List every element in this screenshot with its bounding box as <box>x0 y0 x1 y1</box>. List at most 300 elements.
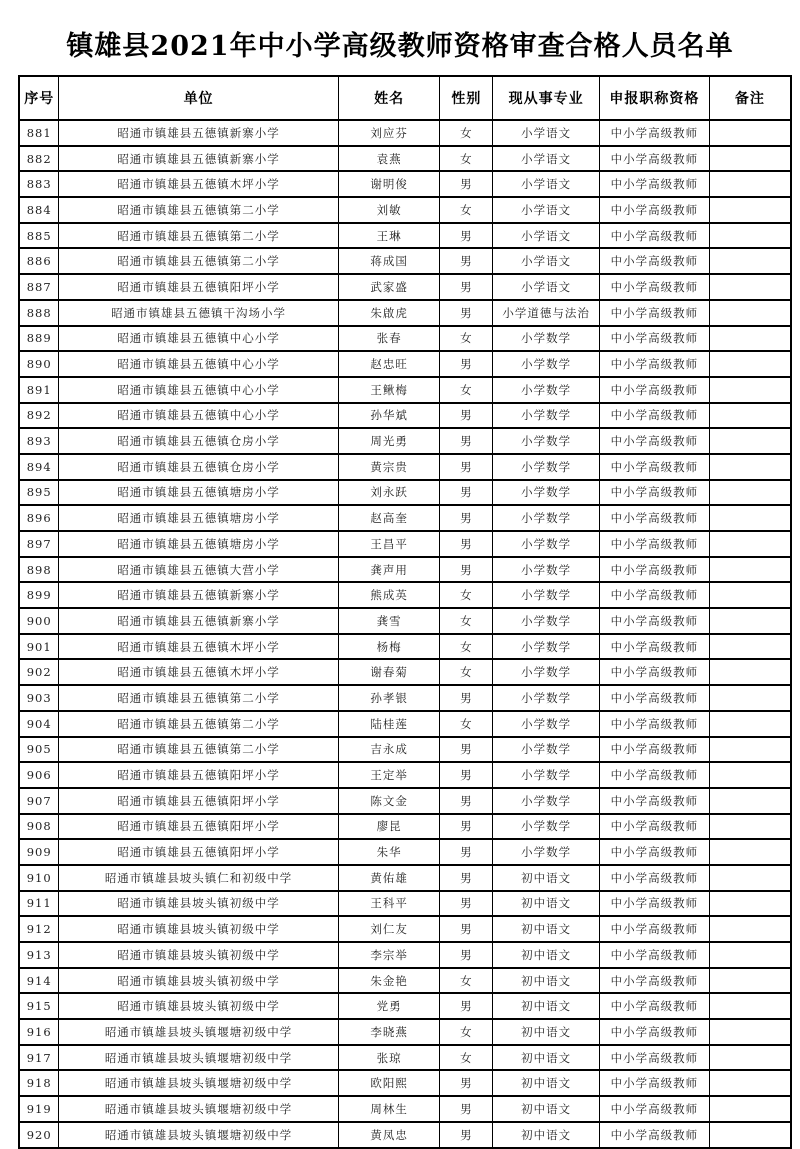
cell-name: 龚雪 <box>338 608 440 634</box>
cell-qualification: 中小学高级教师 <box>600 814 710 840</box>
cell-name: 王琳 <box>338 223 440 249</box>
cell-serial-number: 891 <box>19 377 59 403</box>
cell-name: 张春 <box>338 326 440 352</box>
cell-unit: 昭通市镇雄县五德镇木坪小学 <box>59 659 338 685</box>
cell-note <box>709 814 791 840</box>
table-row <box>19 582 791 608</box>
cell-gender: 男 <box>440 685 493 711</box>
cell-unit: 昭通市镇雄县五德镇塘房小学 <box>59 531 338 557</box>
table-row <box>19 557 791 583</box>
cell-qualification: 中小学高级教师 <box>600 377 710 403</box>
cell-name: 刘仁友 <box>338 916 440 942</box>
cell-note <box>709 711 791 737</box>
cell-qualification: 中小学高级教师 <box>600 223 710 249</box>
cell-name: 李晓燕 <box>338 1019 440 1045</box>
cell-unit: 昭通市镇雄县五德镇仓房小学 <box>59 428 338 454</box>
cell-major: 初中语文 <box>493 1122 600 1148</box>
table-body <box>19 120 791 1148</box>
cell-name: 欧阳熙 <box>338 1070 440 1096</box>
cell-qualification: 中小学高级教师 <box>600 274 710 300</box>
cell-unit: 昭通市镇雄县五德镇塘房小学 <box>59 505 338 531</box>
cell-name: 陆桂莲 <box>338 711 440 737</box>
cell-name: 朱啟虎 <box>338 300 440 326</box>
table-row <box>19 865 791 891</box>
cell-qualification: 中小学高级教师 <box>600 608 710 634</box>
cell-major: 小学语文 <box>493 171 600 197</box>
cell-gender: 男 <box>440 480 493 506</box>
header-row <box>19 76 791 120</box>
cell-note <box>709 171 791 197</box>
cell-unit: 昭通市镇雄县五德镇第二小学 <box>59 223 338 249</box>
cell-gender: 女 <box>440 659 493 685</box>
cell-gender: 男 <box>440 1096 493 1122</box>
cell-major: 小学数学 <box>493 480 600 506</box>
cell-serial-number: 895 <box>19 480 59 506</box>
cell-major: 小学数学 <box>493 685 600 711</box>
cell-gender: 女 <box>440 146 493 172</box>
table-row <box>19 531 791 557</box>
cell-gender: 男 <box>440 274 493 300</box>
cell-unit: 昭通市镇雄县五德镇中心小学 <box>59 351 338 377</box>
cell-serial-number: 900 <box>19 608 59 634</box>
cell-serial-number: 896 <box>19 505 59 531</box>
cell-name: 黄佑雄 <box>338 865 440 891</box>
cell-serial-number: 916 <box>19 1019 59 1045</box>
cell-serial-number: 889 <box>19 326 59 352</box>
cell-note <box>709 1122 791 1148</box>
table-row <box>19 839 791 865</box>
cell-major: 小学语文 <box>493 197 600 223</box>
cell-serial-number: 899 <box>19 582 59 608</box>
cell-unit: 昭通市镇雄县坡头镇初级中学 <box>59 942 338 968</box>
table-row <box>19 968 791 994</box>
cell-name: 王昌平 <box>338 531 440 557</box>
cell-serial-number: 893 <box>19 428 59 454</box>
cell-major: 小学数学 <box>493 428 600 454</box>
cell-major: 小学数学 <box>493 326 600 352</box>
cell-note <box>709 326 791 352</box>
cell-note <box>709 197 791 223</box>
cell-name: 周林生 <box>338 1096 440 1122</box>
table-row <box>19 1019 791 1045</box>
cell-name: 刘永跃 <box>338 480 440 506</box>
cell-name: 陈文金 <box>338 788 440 814</box>
cell-qualification: 中小学高级教师 <box>600 993 710 1019</box>
cell-major: 小学数学 <box>493 557 600 583</box>
table-row <box>19 737 791 763</box>
cell-note <box>709 685 791 711</box>
cell-major: 小学数学 <box>493 814 600 840</box>
cell-gender: 男 <box>440 916 493 942</box>
cell-qualification: 中小学高级教师 <box>600 762 710 788</box>
column-header-note: 备注 <box>709 76 791 120</box>
table-row <box>19 223 791 249</box>
cell-note <box>709 1070 791 1096</box>
cell-name: 龚声用 <box>338 557 440 583</box>
cell-gender: 女 <box>440 634 493 660</box>
cell-major: 小学数学 <box>493 454 600 480</box>
cell-note <box>709 454 791 480</box>
cell-unit: 昭通市镇雄县五德镇第二小学 <box>59 197 338 223</box>
table-row <box>19 1070 791 1096</box>
cell-qualification: 中小学高级教师 <box>600 582 710 608</box>
cell-major: 小学语文 <box>493 248 600 274</box>
cell-major: 小学数学 <box>493 531 600 557</box>
table-row <box>19 814 791 840</box>
cell-unit: 昭通市镇雄县五德镇塘房小学 <box>59 480 338 506</box>
cell-serial-number: 911 <box>19 891 59 917</box>
cell-gender: 男 <box>440 788 493 814</box>
cell-name: 王鳅梅 <box>338 377 440 403</box>
cell-qualification: 中小学高级教师 <box>600 968 710 994</box>
cell-qualification: 中小学高级教师 <box>600 1070 710 1096</box>
cell-qualification: 中小学高级教师 <box>600 916 710 942</box>
cell-major: 小学数学 <box>493 737 600 763</box>
cell-qualification: 中小学高级教师 <box>600 531 710 557</box>
cell-name: 廖昆 <box>338 814 440 840</box>
cell-gender: 男 <box>440 1070 493 1096</box>
cell-serial-number: 915 <box>19 993 59 1019</box>
cell-serial-number: 909 <box>19 839 59 865</box>
cell-name: 刘敏 <box>338 197 440 223</box>
cell-major: 小学语文 <box>493 146 600 172</box>
cell-qualification: 中小学高级教师 <box>600 480 710 506</box>
table-row <box>19 300 791 326</box>
cell-note <box>709 223 791 249</box>
cell-name: 袁燕 <box>338 146 440 172</box>
cell-note <box>709 480 791 506</box>
cell-unit: 昭通市镇雄县五德镇阳坪小学 <box>59 762 338 788</box>
cell-serial-number: 919 <box>19 1096 59 1122</box>
cell-major: 小学数学 <box>493 659 600 685</box>
cell-gender: 男 <box>440 171 493 197</box>
cell-gender: 女 <box>440 326 493 352</box>
cell-unit: 昭通市镇雄县五德镇阳坪小学 <box>59 814 338 840</box>
cell-major: 小学道德与法治 <box>493 300 600 326</box>
cell-name: 赵高奎 <box>338 505 440 531</box>
cell-qualification: 中小学高级教师 <box>600 839 710 865</box>
cell-note <box>709 891 791 917</box>
roster-table <box>18 75 792 1149</box>
cell-unit: 昭通市镇雄县坡头镇堰塘初级中学 <box>59 1045 338 1071</box>
cell-unit: 昭通市镇雄县五德镇中心小学 <box>59 377 338 403</box>
cell-qualification: 中小学高级教师 <box>600 428 710 454</box>
cell-serial-number: 894 <box>19 454 59 480</box>
table-row <box>19 274 791 300</box>
table-row <box>19 171 791 197</box>
cell-serial-number: 892 <box>19 403 59 429</box>
cell-qualification: 中小学高级教师 <box>600 197 710 223</box>
cell-note <box>709 942 791 968</box>
cell-qualification: 中小学高级教师 <box>600 1019 710 1045</box>
cell-major: 小学数学 <box>493 505 600 531</box>
cell-name: 熊成英 <box>338 582 440 608</box>
cell-unit: 昭通市镇雄县五德镇大营小学 <box>59 557 338 583</box>
cell-unit: 昭通市镇雄县坡头镇堰塘初级中学 <box>59 1122 338 1148</box>
table-row <box>19 120 791 146</box>
cell-major: 小学数学 <box>493 839 600 865</box>
cell-note <box>709 531 791 557</box>
table-row <box>19 1122 791 1148</box>
cell-gender: 男 <box>440 1122 493 1148</box>
cell-gender: 男 <box>440 557 493 583</box>
cell-gender: 男 <box>440 248 493 274</box>
cell-serial-number: 882 <box>19 146 59 172</box>
cell-serial-number: 914 <box>19 968 59 994</box>
table-row <box>19 428 791 454</box>
cell-note <box>709 634 791 660</box>
table-row <box>19 505 791 531</box>
cell-major: 初中语文 <box>493 968 600 994</box>
cell-unit: 昭通市镇雄县坡头镇仁和初级中学 <box>59 865 338 891</box>
cell-note <box>709 659 791 685</box>
cell-gender: 女 <box>440 120 493 146</box>
cell-serial-number: 898 <box>19 557 59 583</box>
cell-name: 杨梅 <box>338 634 440 660</box>
cell-note <box>709 274 791 300</box>
cell-serial-number: 888 <box>19 300 59 326</box>
column-header-unit: 单位 <box>59 76 338 120</box>
table-row <box>19 659 791 685</box>
cell-note <box>709 737 791 763</box>
cell-unit: 昭通市镇雄县坡头镇堰塘初级中学 <box>59 1019 338 1045</box>
cell-qualification: 中小学高级教师 <box>600 171 710 197</box>
cell-unit: 昭通市镇雄县五德镇阳坪小学 <box>59 788 338 814</box>
cell-qualification: 中小学高级教师 <box>600 865 710 891</box>
table-row <box>19 351 791 377</box>
cell-note <box>709 248 791 274</box>
cell-gender: 女 <box>440 582 493 608</box>
cell-unit: 昭通市镇雄县坡头镇初级中学 <box>59 916 338 942</box>
cell-qualification: 中小学高级教师 <box>600 634 710 660</box>
cell-unit: 昭通市镇雄县五德镇仓房小学 <box>59 454 338 480</box>
cell-gender: 男 <box>440 865 493 891</box>
cell-gender: 女 <box>440 711 493 737</box>
cell-name: 赵忠旺 <box>338 351 440 377</box>
cell-unit: 昭通市镇雄县五德镇阳坪小学 <box>59 839 338 865</box>
cell-major: 初中语文 <box>493 1045 600 1071</box>
cell-serial-number: 881 <box>19 120 59 146</box>
cell-note <box>709 582 791 608</box>
cell-unit: 昭通市镇雄县五德镇新寨小学 <box>59 608 338 634</box>
cell-qualification: 中小学高级教师 <box>600 505 710 531</box>
cell-unit: 昭通市镇雄县五德镇木坪小学 <box>59 634 338 660</box>
cell-qualification: 中小学高级教师 <box>600 351 710 377</box>
cell-name: 黄宗贵 <box>338 454 440 480</box>
cell-unit: 昭通市镇雄县五德镇阳坪小学 <box>59 274 338 300</box>
table-row <box>19 248 791 274</box>
cell-note <box>709 146 791 172</box>
cell-qualification: 中小学高级教师 <box>600 659 710 685</box>
cell-serial-number: 917 <box>19 1045 59 1071</box>
cell-note <box>709 993 791 1019</box>
cell-unit: 昭通市镇雄县五德镇第二小学 <box>59 248 338 274</box>
cell-note <box>709 1019 791 1045</box>
table-row <box>19 916 791 942</box>
cell-major: 初中语文 <box>493 993 600 1019</box>
cell-major: 小学数学 <box>493 788 600 814</box>
cell-name: 谢春菊 <box>338 659 440 685</box>
table-row <box>19 1096 791 1122</box>
cell-gender: 女 <box>440 377 493 403</box>
page-title: 镇雄县2021年中小学高级教师资格审查合格人员名单 <box>66 31 734 62</box>
cell-gender: 男 <box>440 839 493 865</box>
cell-name: 谢明俊 <box>338 171 440 197</box>
cell-gender: 男 <box>440 814 493 840</box>
cell-serial-number: 890 <box>19 351 59 377</box>
cell-major: 小学数学 <box>493 377 600 403</box>
table-row <box>19 711 791 737</box>
cell-unit: 昭通市镇雄县坡头镇初级中学 <box>59 891 338 917</box>
cell-name: 党勇 <box>338 993 440 1019</box>
cell-name: 周光勇 <box>338 428 440 454</box>
cell-serial-number: 901 <box>19 634 59 660</box>
cell-major: 小学数学 <box>493 711 600 737</box>
table-row <box>19 942 791 968</box>
table-row <box>19 403 791 429</box>
cell-serial-number: 887 <box>19 274 59 300</box>
cell-note <box>709 916 791 942</box>
table-row <box>19 788 791 814</box>
cell-qualification: 中小学高级教师 <box>600 1122 710 1148</box>
table-row <box>19 891 791 917</box>
cell-note <box>709 377 791 403</box>
cell-serial-number: 884 <box>19 197 59 223</box>
table-row <box>19 608 791 634</box>
cell-qualification: 中小学高级教师 <box>600 300 710 326</box>
cell-serial-number: 910 <box>19 865 59 891</box>
table-row <box>19 377 791 403</box>
cell-name: 孙孝银 <box>338 685 440 711</box>
cell-major: 小学数学 <box>493 608 600 634</box>
cell-unit: 昭通市镇雄县五德镇第二小学 <box>59 737 338 763</box>
table-row <box>19 685 791 711</box>
cell-serial-number: 897 <box>19 531 59 557</box>
cell-serial-number: 906 <box>19 762 59 788</box>
cell-gender: 女 <box>440 608 493 634</box>
cell-gender: 男 <box>440 403 493 429</box>
cell-name: 黄凤忠 <box>338 1122 440 1148</box>
cell-gender: 男 <box>440 454 493 480</box>
cell-serial-number: 903 <box>19 685 59 711</box>
cell-qualification: 中小学高级教师 <box>600 891 710 917</box>
cell-serial-number: 912 <box>19 916 59 942</box>
cell-unit: 昭通市镇雄县五德镇新寨小学 <box>59 582 338 608</box>
column-header-no: 序号 <box>19 76 59 120</box>
cell-note <box>709 1096 791 1122</box>
cell-qualification: 中小学高级教师 <box>600 711 710 737</box>
cell-serial-number: 904 <box>19 711 59 737</box>
column-header-name: 姓名 <box>338 76 440 120</box>
cell-unit: 昭通市镇雄县五德镇新寨小学 <box>59 120 338 146</box>
cell-gender: 男 <box>440 223 493 249</box>
cell-major: 初中语文 <box>493 865 600 891</box>
cell-major: 小学数学 <box>493 582 600 608</box>
cell-major: 初中语文 <box>493 916 600 942</box>
table-row <box>19 326 791 352</box>
cell-name: 吉永成 <box>338 737 440 763</box>
cell-serial-number: 883 <box>19 171 59 197</box>
table-row <box>19 146 791 172</box>
cell-major: 小学语文 <box>493 120 600 146</box>
cell-major: 小学数学 <box>493 762 600 788</box>
cell-serial-number: 902 <box>19 659 59 685</box>
cell-name: 张琼 <box>338 1045 440 1071</box>
cell-major: 小学数学 <box>493 351 600 377</box>
cell-unit: 昭通市镇雄县五德镇中心小学 <box>59 326 338 352</box>
cell-name: 刘应芬 <box>338 120 440 146</box>
cell-name: 朱金艳 <box>338 968 440 994</box>
cell-name: 王定举 <box>338 762 440 788</box>
cell-gender: 男 <box>440 993 493 1019</box>
cell-note <box>709 428 791 454</box>
cell-gender: 女 <box>440 1019 493 1045</box>
column-header-gender: 性别 <box>440 76 493 120</box>
cell-gender: 女 <box>440 197 493 223</box>
cell-qualification: 中小学高级教师 <box>600 942 710 968</box>
cell-major: 小学数学 <box>493 634 600 660</box>
column-header-qualification: 申报职称资格 <box>600 76 710 120</box>
cell-serial-number: 918 <box>19 1070 59 1096</box>
cell-qualification: 中小学高级教师 <box>600 248 710 274</box>
cell-major: 小学数学 <box>493 403 600 429</box>
cell-note <box>709 351 791 377</box>
cell-note <box>709 865 791 891</box>
cell-qualification: 中小学高级教师 <box>600 557 710 583</box>
cell-unit: 昭通市镇雄县坡头镇初级中学 <box>59 993 338 1019</box>
cell-qualification: 中小学高级教师 <box>600 326 710 352</box>
cell-unit: 昭通市镇雄县五德镇干沟场小学 <box>59 300 338 326</box>
cell-unit: 昭通市镇雄县五德镇第二小学 <box>59 685 338 711</box>
cell-major: 初中语文 <box>493 942 600 968</box>
cell-gender: 男 <box>440 428 493 454</box>
cell-note <box>709 788 791 814</box>
cell-gender: 女 <box>440 968 493 994</box>
cell-note <box>709 120 791 146</box>
table-row <box>19 480 791 506</box>
cell-serial-number: 905 <box>19 737 59 763</box>
cell-unit: 昭通市镇雄县五德镇木坪小学 <box>59 171 338 197</box>
cell-note <box>709 608 791 634</box>
table-row <box>19 454 791 480</box>
cell-unit: 昭通市镇雄县五德镇新寨小学 <box>59 146 338 172</box>
cell-serial-number: 908 <box>19 814 59 840</box>
cell-note <box>709 505 791 531</box>
column-header-major: 现从事专业 <box>493 76 600 120</box>
cell-serial-number: 907 <box>19 788 59 814</box>
cell-major: 初中语文 <box>493 1096 600 1122</box>
cell-gender: 男 <box>440 531 493 557</box>
cell-note <box>709 300 791 326</box>
cell-name: 李宗举 <box>338 942 440 968</box>
cell-name: 王科平 <box>338 891 440 917</box>
cell-serial-number: 920 <box>19 1122 59 1148</box>
cell-qualification: 中小学高级教师 <box>600 454 710 480</box>
cell-gender: 男 <box>440 505 493 531</box>
cell-major: 初中语文 <box>493 1070 600 1096</box>
cell-unit: 昭通市镇雄县坡头镇堰塘初级中学 <box>59 1096 338 1122</box>
cell-name: 武家盛 <box>338 274 440 300</box>
table-row <box>19 197 791 223</box>
table-row <box>19 634 791 660</box>
table-row <box>19 993 791 1019</box>
cell-gender: 男 <box>440 942 493 968</box>
cell-note <box>709 839 791 865</box>
cell-note <box>709 968 791 994</box>
cell-qualification: 中小学高级教师 <box>600 1045 710 1071</box>
cell-major: 小学语文 <box>493 274 600 300</box>
cell-qualification: 中小学高级教师 <box>600 403 710 429</box>
